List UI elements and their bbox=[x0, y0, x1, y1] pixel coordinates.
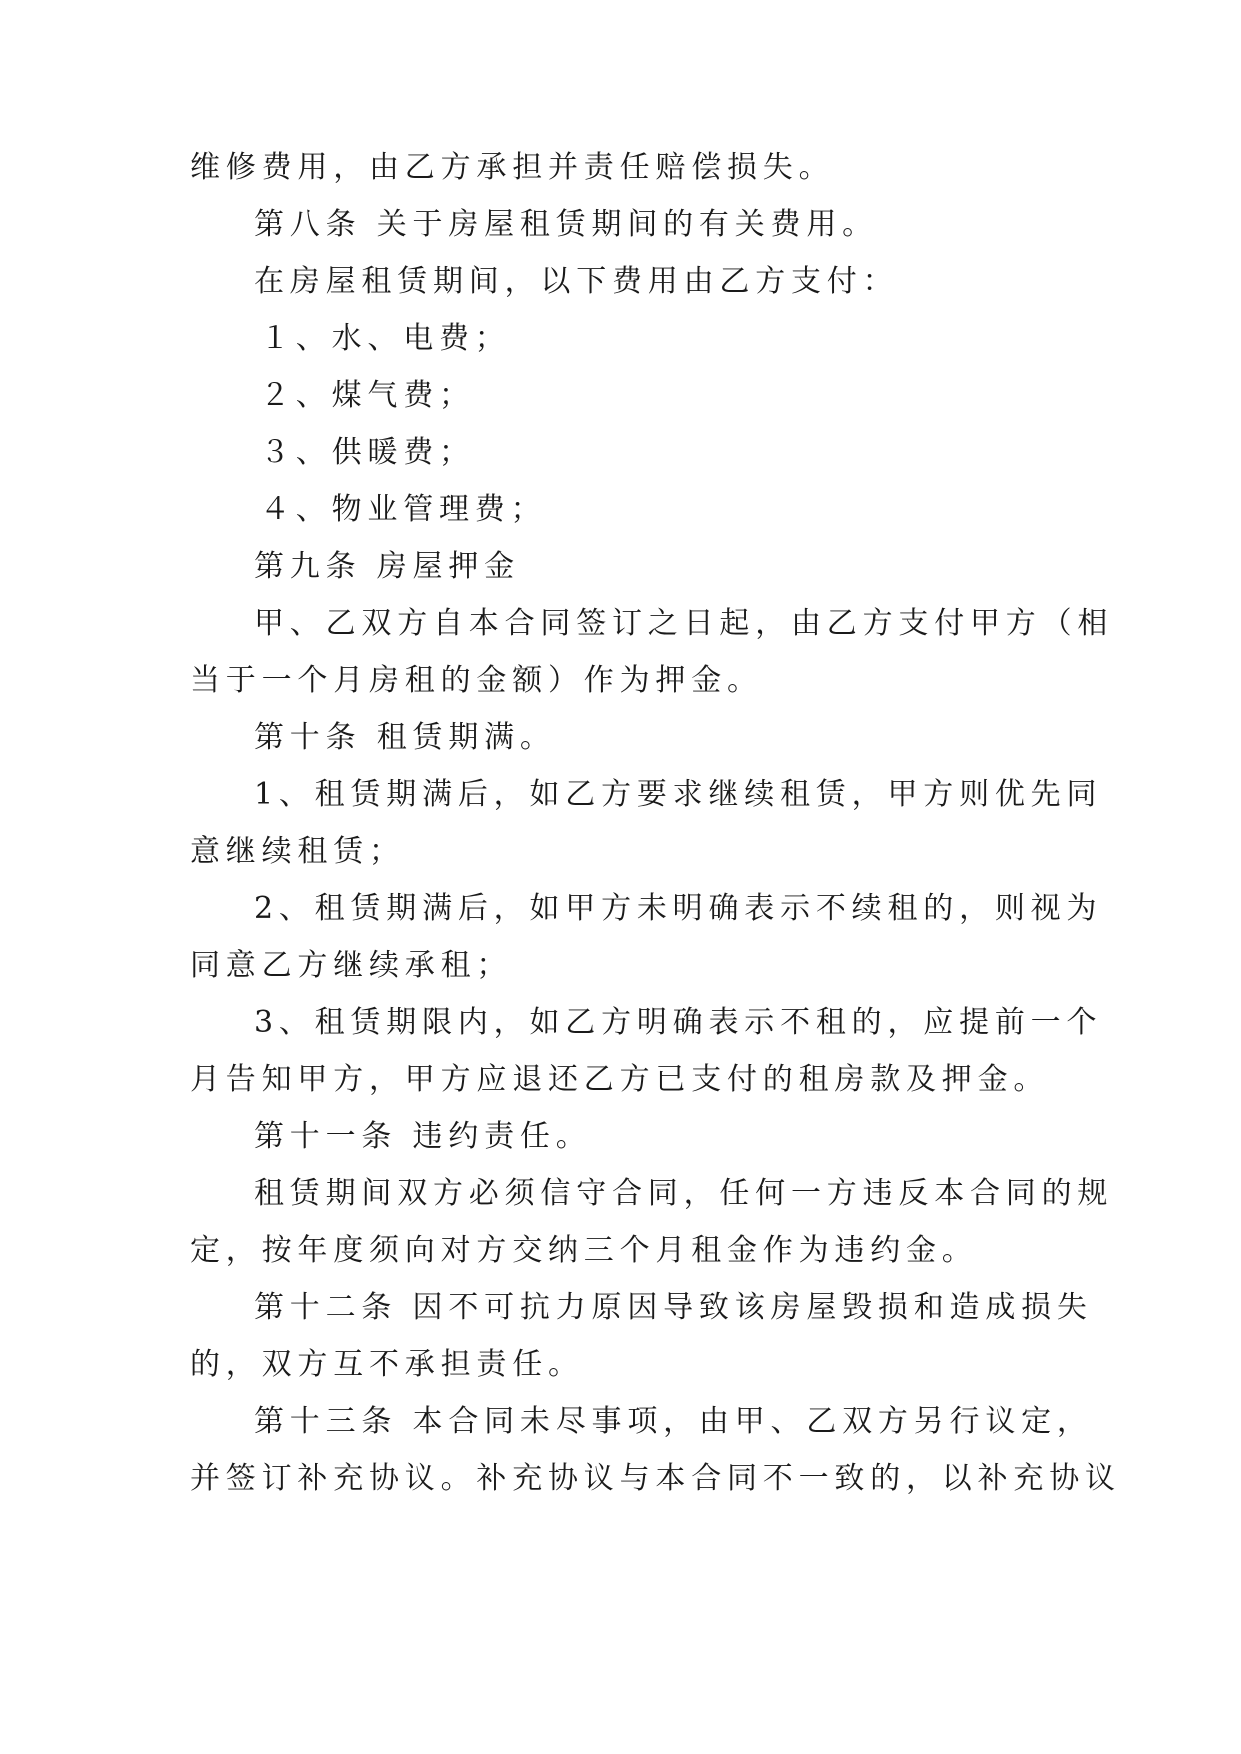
text-line: 定，按年度须向对方交纳三个月租金作为违约金。 bbox=[190, 1233, 978, 1268]
list-item: 3、租赁期限内，如乙方明确表示不租的，应提前一个 bbox=[254, 1005, 1103, 1040]
list-item: ３、供暖费； bbox=[260, 435, 475, 470]
article-heading: 第九条 房屋押金 bbox=[254, 549, 520, 584]
text-line: 维修费用，由乙方承担并责任赔偿损失。 bbox=[190, 150, 835, 185]
list-item: 2、租赁期满后，如甲方未明确表示不续租的，则视为 bbox=[254, 891, 1103, 926]
text-line: 租赁期间双方必须信守合同，任何一方违反本合同的规 bbox=[254, 1176, 1114, 1211]
text-line: 在房屋租赁期间，以下费用由乙方支付： bbox=[254, 264, 899, 299]
list-item: 1、租赁期满后，如乙方要求继续租赁，甲方则优先同 bbox=[254, 777, 1103, 812]
text-line: 甲、乙双方自本合同签订之日起，由乙方支付甲方（相 bbox=[254, 606, 1114, 641]
text-line: 同意乙方继续承租； bbox=[190, 948, 513, 983]
text-line: 并签订补充协议。补充协议与本合同不一致的，以补充协议 bbox=[190, 1461, 1121, 1496]
article-heading: 第十一条 违约责任。 bbox=[254, 1119, 592, 1154]
article-heading: 第八条 关于房屋租赁期间的有关费用。 bbox=[254, 207, 878, 242]
text-line: 月告知甲方，甲方应退还乙方已支付的租房款及押金。 bbox=[190, 1062, 1050, 1097]
list-item: １、水、电费； bbox=[260, 321, 511, 356]
list-item: ２、煤气费； bbox=[260, 378, 475, 413]
list-item: ４、物业管理费； bbox=[260, 492, 547, 527]
text-line: 意继续租赁； bbox=[190, 834, 405, 869]
article-heading: 第十二条 因不可抗力原因导致该房屋毁损和造成损失 bbox=[254, 1290, 1093, 1325]
text-line: 的，双方互不承担责任。 bbox=[190, 1347, 584, 1382]
text-line: 当于一个月房租的金额）作为押金。 bbox=[190, 663, 763, 698]
article-heading: 第十条 租赁期满。 bbox=[254, 720, 556, 755]
article-heading: 第十三条 本合同未尽事项，由甲、乙双方另行议定， bbox=[254, 1404, 1093, 1439]
